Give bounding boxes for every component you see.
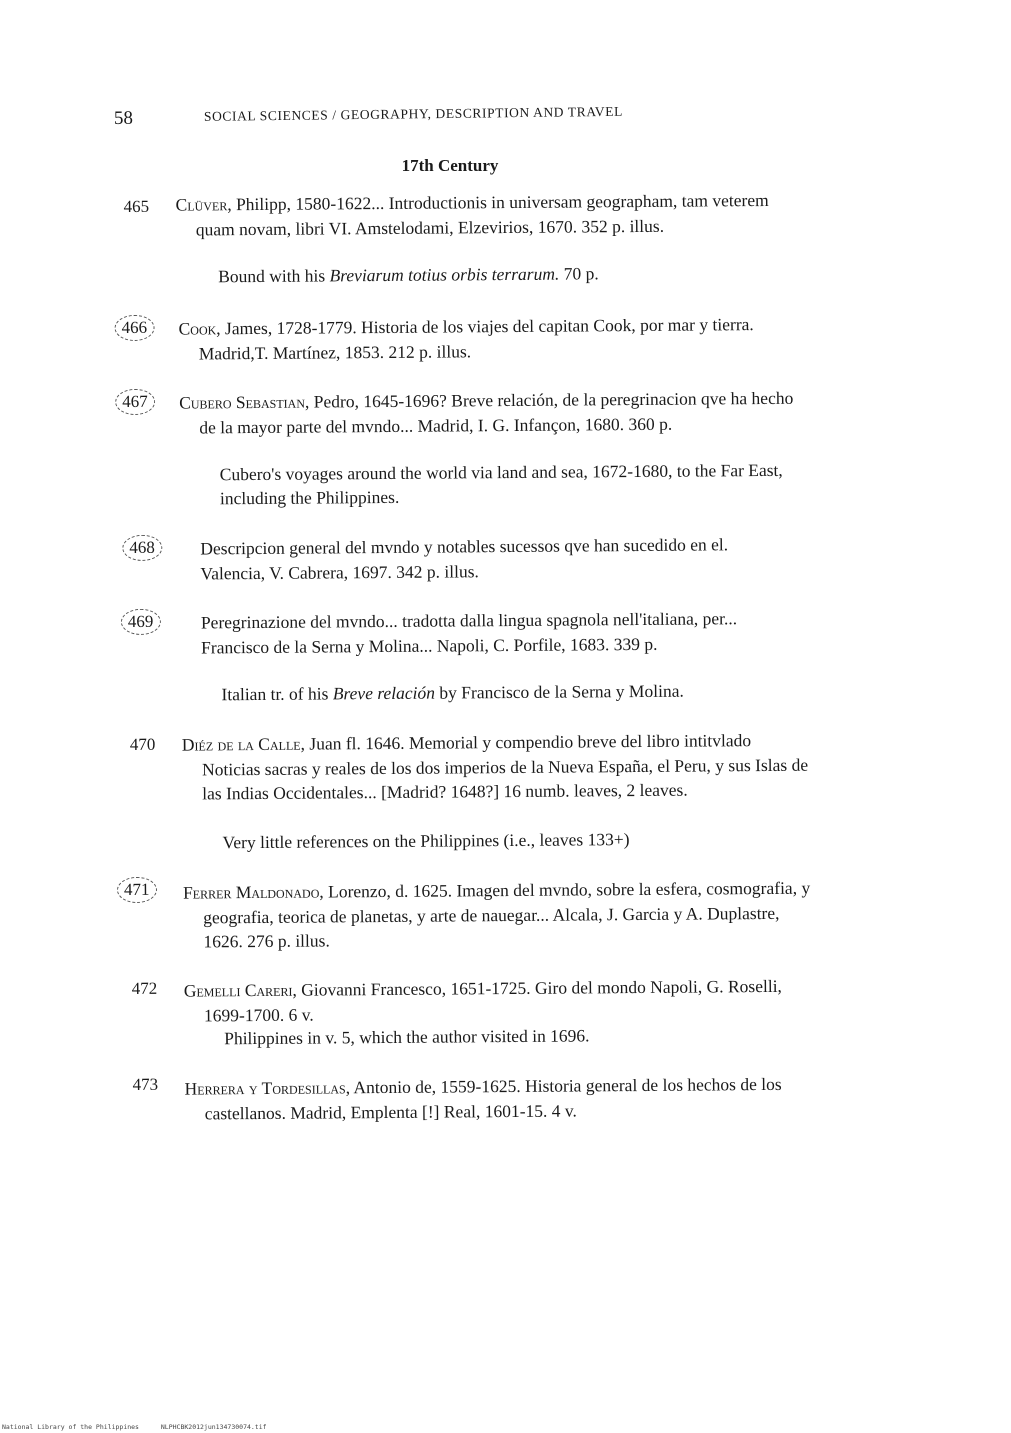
entry-citation: [184, 974, 814, 1028]
circled-entry-number: 471: [117, 877, 157, 903]
entry-citation: [201, 606, 791, 660]
entry-author: Herrera y Tordesillas: [184, 1077, 346, 1099]
entry-note-text: Bound with his: [218, 265, 330, 287]
entry-number: 470: [129, 734, 156, 755]
entry-note: [223, 826, 793, 854]
entry-note-title: Breviarum totius orbis terrarum.: [329, 263, 560, 286]
entry-author: Cubero Sebastian: [179, 391, 306, 413]
entry-citation-text: , Antonio de, 1559-1625. Historia general de los hechos de los castellanos. Madrid, Emplenta [!] Real, 1601-15. 4 v.: [204, 1073, 782, 1123]
entry-note: [221, 678, 791, 706]
entry-note-text: Cubero's voyages around the world via land and sea, 1672-1680, to the Far East, including the Philippines.: [219, 459, 783, 509]
entry-author: Diéz de la Calle: [181, 733, 301, 755]
running-head-title: SOCIAL SCIENCES / GEOGRAPHY, DESCRIPTION AND TRAVEL: [203, 103, 624, 124]
entry-citation: [183, 876, 814, 954]
entry-citation: [182, 728, 813, 806]
entry-citation: [178, 312, 808, 366]
entry-citation-text: , Giovanni Francesco, 1651-1725. Giro del mondo Napoli, G. Roselli, 1699-1700. 6 v.: [203, 975, 782, 1025]
entry-citation: [200, 532, 790, 586]
page-number: 58: [113, 107, 134, 129]
entry-citation-text: Descripcion general del mvndo y notables sucessos qve han sucedido en el. Valencia, V. Cabrera, 1697. 342 p. illus.: [200, 534, 729, 583]
entry-note: [224, 1022, 794, 1050]
entry-author: Clüver: [175, 194, 228, 215]
entry-citation-text: , Pedro, 1645-1696? Breve relación, de la peregrinacion qve ha hecho de la mayor parte del mvndo... Madrid, I. G. Infançon, 1680. 360 p.: [199, 387, 794, 437]
entry-note-text-end: 70 p.: [559, 263, 599, 284]
entry-number: 472: [131, 978, 158, 998]
circled-entry-number: 469: [121, 609, 161, 635]
entry-note: [218, 260, 788, 288]
footer-filename: NLPHCBK2012jun134730074.tif: [160, 1423, 267, 1431]
entry-citation-text: , Philipp, 1580-1622... Introductionis in universam geographam, tam veterem quam novam, libri VI. Amstelodami, Elzevirios, 1670. 352 p. illus.: [195, 189, 769, 239]
entry-note-text: Very little references on the Philippines (i.e., leaves 133+): [222, 829, 630, 853]
entry-note-text: Italian tr. of his: [221, 683, 333, 705]
circled-entry-number: 468: [122, 535, 162, 561]
entry-author: Cook: [178, 318, 217, 339]
circled-entry-number: 467: [115, 389, 155, 415]
circled-entry-number: 466: [114, 315, 154, 341]
entry-note-text: Philippines in v. 5, which the author visited in 1696.: [224, 1025, 590, 1049]
entry-note: [220, 458, 790, 510]
entry-number: 465: [123, 196, 150, 217]
section-heading: 17th Century: [401, 156, 499, 175]
entry-citation: [179, 386, 809, 440]
entry-note-text-end: by Francisco de la Serna y Molina.: [434, 680, 684, 703]
entry-citation-text: Peregrinazione del mvndo... tradotta dalla lingua spagnola nell'italiana, per... Francisco de la Serna y Molina... Napoli, C. Porfile, 1683. 339 p.: [200, 608, 738, 657]
entry-citation-text: , Juan fl. 1646. Memorial y compendio breve del libro intitvlado Noticias sacras y reales de los dos imperios de la Nueva España, el Peru, y sus Islas de las Indias Occidentales... [Madrid? 1648?] 16 numb. leaves, 2 leaves.: [201, 730, 809, 804]
entry-citation-text: , Lorenzo, d. 1625. Imagen del mvndo, sobre la esfera, cosmografia, y geografia, teorica de planetas, y arte de nauegar... Alcala, J. Garcia y A. Duplastre, 1626. 276 p. illus.: [203, 877, 811, 952]
entry-citation-text: , James, 1728-1779. Historia de los viajes del capitan Cook, por mar y tierra. Madrid,T. Martínez, 1853. 212 p. illus.: [198, 314, 754, 363]
entry-citation: [176, 188, 808, 242]
entry-author: Gemelli Careri: [183, 979, 293, 1001]
entry-note-title: Breve relación: [332, 682, 436, 704]
footer-library: National Library of the Philippines: [2, 1423, 139, 1431]
entry-citation: [184, 1072, 814, 1126]
entry-author: Ferrer Maldonado: [182, 881, 320, 903]
entry-number: 473: [132, 1074, 159, 1094]
running-head: [114, 100, 794, 138]
scan-footer: [2, 1423, 285, 1431]
